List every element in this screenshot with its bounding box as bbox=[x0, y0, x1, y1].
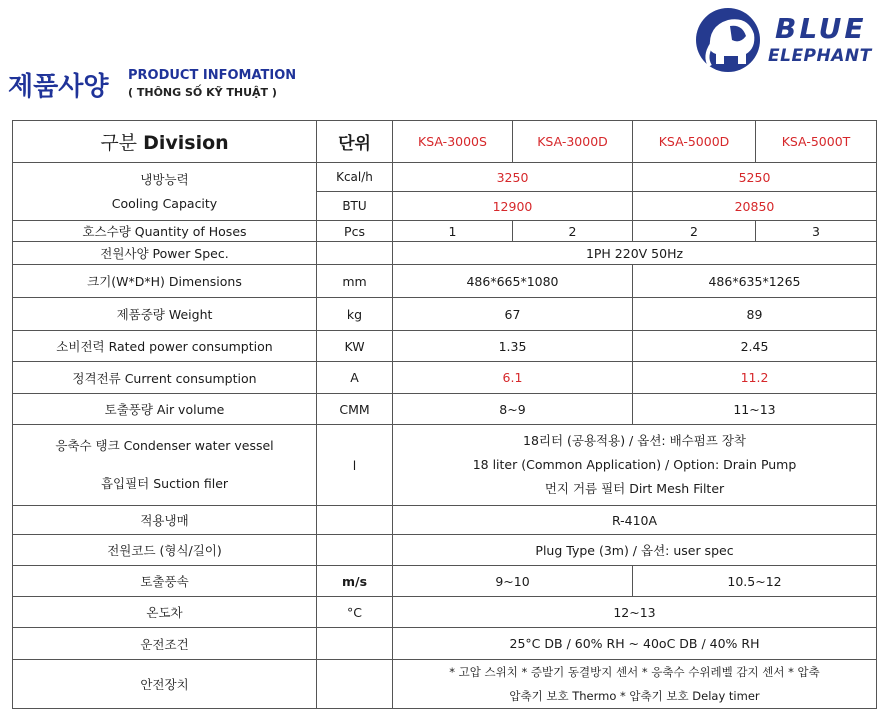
unit-cell bbox=[317, 242, 393, 265]
unit-cell: KW bbox=[317, 331, 393, 362]
unit-cell bbox=[317, 506, 393, 535]
table-row bbox=[13, 331, 877, 362]
row-label: 토출풍속 bbox=[13, 566, 317, 597]
value-cell: 486*635*1265 bbox=[633, 265, 877, 298]
table-row bbox=[13, 242, 877, 265]
value-cell: 9~10 bbox=[393, 566, 633, 597]
row-label: 토출풍량 Air volume bbox=[13, 394, 317, 425]
unit-cell: mm bbox=[317, 265, 393, 298]
division-en: Division bbox=[143, 132, 229, 154]
table-row bbox=[13, 394, 877, 425]
value-cell: R-410A bbox=[393, 506, 877, 535]
row-label: 전원코드 (형식/길이) bbox=[13, 535, 317, 566]
unit-header: 단위 bbox=[317, 121, 393, 163]
value-cell: 3250 bbox=[393, 163, 633, 192]
value-cell: 8~9 bbox=[393, 394, 633, 425]
page-title-korean: 제품사양 bbox=[8, 72, 109, 102]
value-cell: 486*665*1080 bbox=[393, 265, 633, 298]
table-row bbox=[13, 425, 877, 506]
value-cell: 12~13 bbox=[393, 597, 877, 628]
value-cell: 11~13 bbox=[633, 394, 877, 425]
unit-cell bbox=[317, 660, 393, 709]
unit-cell: Kcal/h bbox=[317, 163, 393, 192]
unit-cell: kg bbox=[317, 298, 393, 331]
table-row bbox=[13, 163, 877, 192]
table-row bbox=[13, 597, 877, 628]
row-label: 전원사양 Power Spec. bbox=[13, 242, 317, 265]
row-label: 안전장치 bbox=[13, 660, 317, 709]
table-row bbox=[13, 362, 877, 394]
brand-name-line2: ELEPHANT bbox=[768, 46, 872, 66]
value-cell: 1 bbox=[393, 221, 513, 242]
value-cell: 2 bbox=[633, 221, 756, 242]
unit-cell bbox=[317, 628, 393, 660]
value-cell: 11.2 bbox=[633, 362, 877, 394]
unit-cell: BTU bbox=[317, 192, 393, 221]
row-label: 제품중량 Weight bbox=[13, 298, 317, 331]
condenser-label: 응축수 탱크 Condenser water vessel 흡입필터 Suction filer bbox=[13, 425, 317, 506]
table-row bbox=[13, 265, 877, 298]
spec-table bbox=[12, 120, 877, 709]
row-label: 온도차 bbox=[13, 597, 317, 628]
table-row bbox=[13, 628, 877, 660]
model-header: KSA-3000D bbox=[513, 121, 633, 163]
condenser-value: 18리터 (공용적용) / 옵션: 배수펌프 장착 18 liter (Common Application) / Option: Drain Pump 먼지 거름 필터 Dirt Mesh Filter bbox=[393, 425, 877, 506]
table-row bbox=[13, 506, 877, 535]
value-cell: 3 bbox=[756, 221, 877, 242]
brand-name-line1: BLUE bbox=[775, 12, 867, 45]
unit-cell: A bbox=[317, 362, 393, 394]
page-title-vietnamese: ( THÔNG SỐ KỸ THUẬT ) bbox=[128, 86, 277, 99]
value-cell: 1PH 220V 50Hz bbox=[393, 242, 877, 265]
table-row bbox=[13, 566, 877, 597]
division-ko: 구분 bbox=[100, 132, 138, 154]
model-header: KSA-3000S bbox=[393, 121, 513, 163]
table-row bbox=[13, 535, 877, 566]
value-cell: 67 bbox=[393, 298, 633, 331]
table-header-row bbox=[13, 121, 877, 163]
value-cell: 20850 bbox=[633, 192, 877, 221]
value-cell: 2.45 bbox=[633, 331, 877, 362]
model-header: KSA-5000D bbox=[633, 121, 756, 163]
value-cell: 10.5~12 bbox=[633, 566, 877, 597]
row-label: 호스수량 Quantity of Hoses bbox=[13, 221, 317, 242]
row-label: 운전조건 bbox=[13, 628, 317, 660]
value-cell: 12900 bbox=[393, 192, 633, 221]
value-cell: 5250 bbox=[633, 163, 877, 192]
model-header: KSA-5000T bbox=[756, 121, 877, 163]
unit-cell: CMM bbox=[317, 394, 393, 425]
division-header bbox=[13, 121, 317, 163]
cooling-label: 냉방능력 Cooling Capacity bbox=[13, 163, 317, 221]
table-row bbox=[13, 221, 877, 242]
row-label: 크기(W*D*H) Dimensions bbox=[13, 265, 317, 298]
value-cell: 25°C DB / 60% RH ~ 40oC DB / 40% RH bbox=[393, 628, 877, 660]
table-row bbox=[13, 660, 877, 709]
value-cell: Plug Type (3m) / 옵션: user spec bbox=[393, 535, 877, 566]
value-cell: 6.1 bbox=[393, 362, 633, 394]
value-cell: 89 bbox=[633, 298, 877, 331]
row-label: 적용냉매 bbox=[13, 506, 317, 535]
unit-cell: m/s bbox=[317, 566, 393, 597]
unit-cell: Pcs bbox=[317, 221, 393, 242]
row-label: 소비전력 Rated power consumption bbox=[13, 331, 317, 362]
unit-cell bbox=[317, 535, 393, 566]
value-cell: 2 bbox=[513, 221, 633, 242]
row-label: 정격전류 Current consumption bbox=[13, 362, 317, 394]
safety-value: * 고압 스위치 * 증발기 동결방지 센서 * 응축수 수위레벨 감지 센서 * 압축 압축기 보호 Thermo * 압축기 보호 Delay timer bbox=[393, 660, 877, 709]
unit-cell: °C bbox=[317, 597, 393, 628]
value-cell: 1.35 bbox=[393, 331, 633, 362]
unit-cell: l bbox=[317, 425, 393, 506]
table-row bbox=[13, 298, 877, 331]
page-title-english: PRODUCT INFOMATION bbox=[128, 68, 297, 83]
